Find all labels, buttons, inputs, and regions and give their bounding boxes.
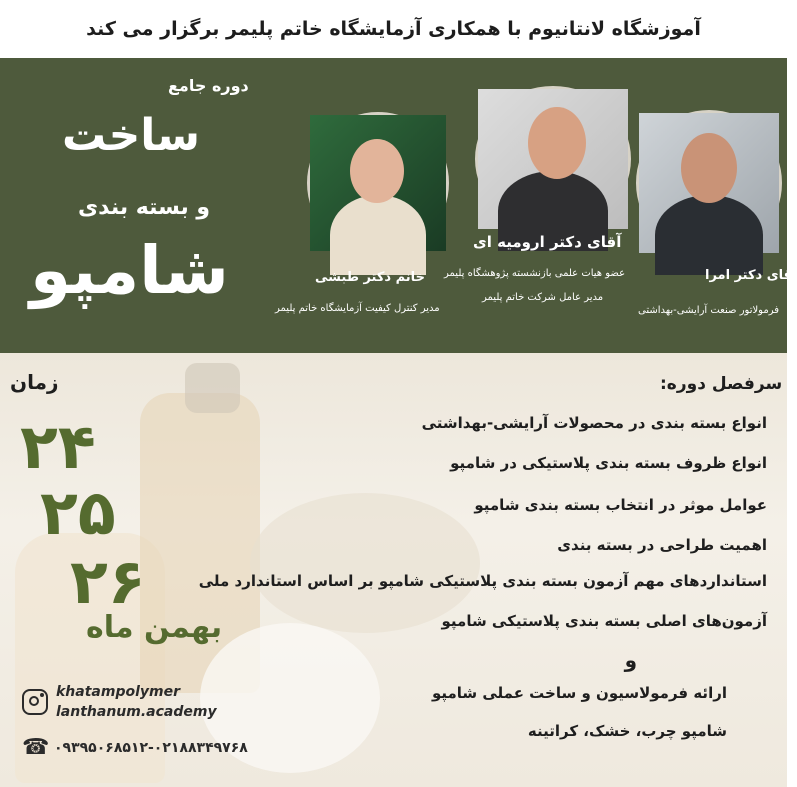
speaker-name: آقای دکتر ارومیه ای [473,233,622,251]
syllabus-item: ارائه فرمولاسیون و ساخت عملی شامپو [431,684,727,702]
course-label: دوره جامع [168,76,249,95]
course-title-line1: ساخت [62,110,201,161]
syllabus-item: اهمیت طراحی در بسته بندی [557,536,767,554]
speaker-name: آقای دکتر امرا [705,268,797,283]
syllabus-item: انواع ظروف بسته بندی پلاستیکی در شامپو [450,454,767,472]
speaker-photo-oroumieh [475,86,631,232]
instagram-handle: khatampolymer [56,684,181,700]
course-title-line3: شامپو [30,232,229,309]
header-text: آموزشگاه لانتانیوم با همکاری آزمایشگاه خاتم پلیمر برگزار می کند [86,18,701,40]
phone-numbers: ۰۹۳۹۵۰۶۸۵۱۲-۰۲۱۸۸۳۴۹۷۶۸ [54,740,248,756]
schedule-label: زمان [10,370,59,394]
syllabus-item: انواع بسته بندی در محصولات آرایشی-بهداشتی [421,414,767,432]
schedule-day: ۲۶ [70,545,146,618]
syllabus-item: آزمون‌های اصلی بسته بندی پلاستیکی شامپو [441,612,767,630]
header-bar [0,0,787,58]
syllabus-title: سرفصل دوره: [660,374,783,394]
speaker-desc: مدیر عامل شرکت خاتم پلیمر [482,292,604,303]
course-title-line2: و بسته بندی [78,195,211,220]
schedule-month: بهمن ماه [86,610,223,645]
speaker-desc: فرمولاتور صنعت آرایشی-بهداشتی [638,305,779,316]
speaker-name: خانم دکتر طبشی [315,270,425,285]
phone-icon: ☎ [22,735,50,760]
syllabus-item: شامپو چرب، خشک، کراتینه [527,722,727,740]
decorative-cap [185,363,240,413]
syllabus-item: و [624,648,637,672]
instagram-icon [22,689,48,715]
speaker-photo-amra [636,110,782,256]
speaker-desc: عضو هیات علمی بازنشسته پژوهشگاه پلیمر [444,268,626,279]
instagram-handle: lanthanum.academy [56,704,217,720]
speaker-photo-tabashi [307,112,449,254]
schedule-day: ۲۴ [20,410,96,483]
speaker-desc: مدیر کنترل کیفیت آزمایشگاه خاتم پلیمر [275,303,440,314]
contact-instagram [22,684,217,720]
contact-phone [22,734,248,762]
syllabus-item: عوامل موثر در انتخاب بسته بندی شامپو [474,496,767,514]
syllabus-item: استانداردهای مهم آزمون بسته بندی پلاستیکی شامپو بر اساس استاندارد ملی [198,572,767,590]
schedule-day: ۲۵ [40,476,116,549]
